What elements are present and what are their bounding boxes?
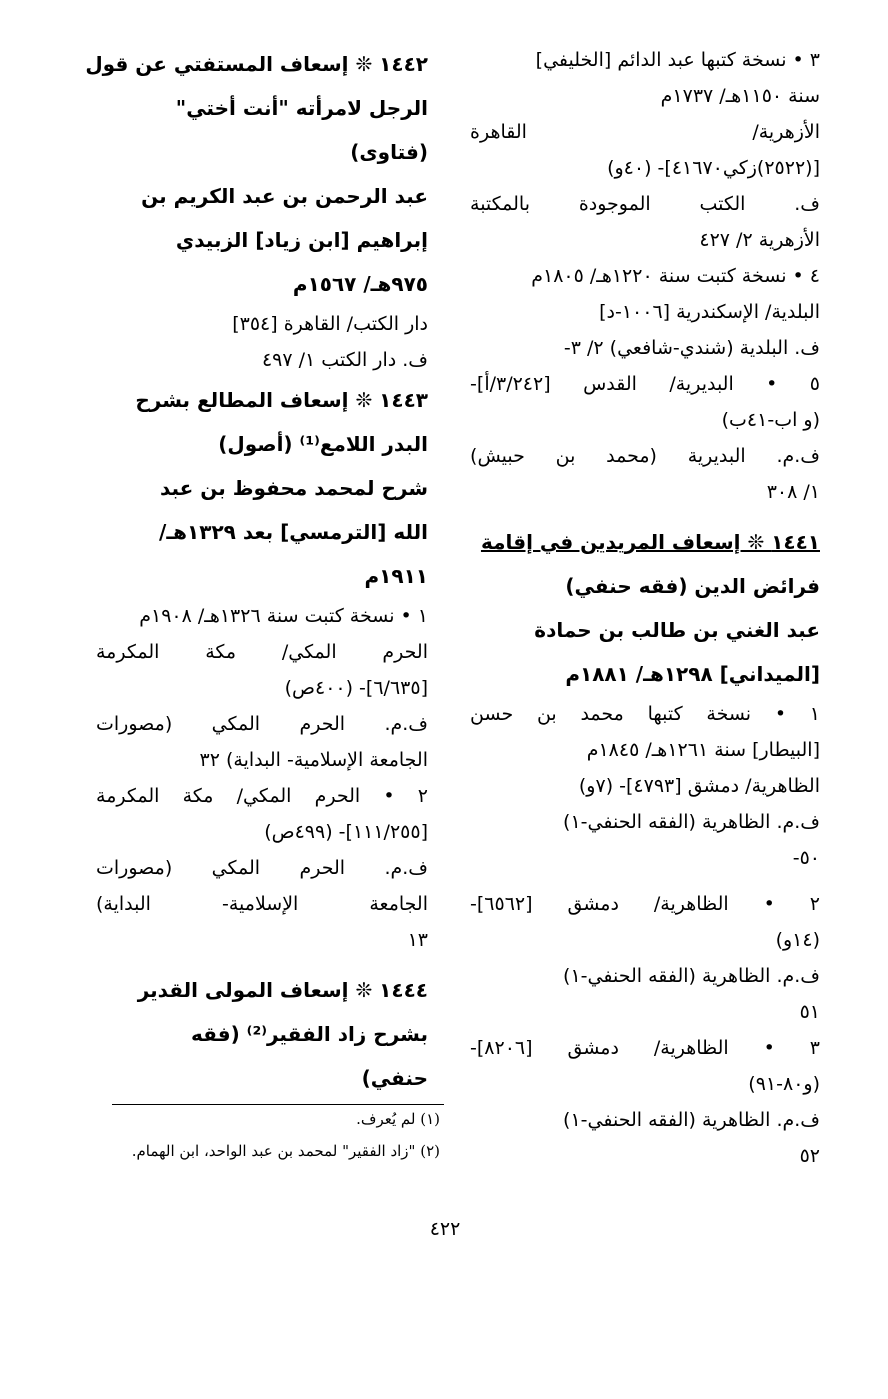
- word: البديرية/: [669, 373, 734, 395]
- word: مكة: [182, 785, 214, 807]
- word: ف.: [794, 193, 820, 215]
- text-line: ١ • نسخة كتبت سنة ١٣٢٦هـ/ ١٩٠٨م: [139, 605, 428, 627]
- word: ف.م.: [384, 713, 428, 735]
- entry-heading-line: عبد الغني بن طالب بن حمادة: [534, 618, 820, 642]
- word: ف.م.: [384, 857, 428, 879]
- spacer: [96, 958, 428, 968]
- word: [٨٢٠٦]-: [470, 1037, 533, 1059]
- text-line: الجامعة الإسلامية- البداية) ٣٢: [199, 749, 428, 771]
- word: الظاهرية/: [653, 893, 729, 915]
- text-line: ف.م. الظاهرية (الفقه الحنفي-١): [563, 1109, 820, 1131]
- text-line: دار الكتب/ القاهرة [٣٥٤]: [232, 313, 428, 335]
- entry-heading-line: الرجل لامرأته "أنت أختي": [175, 96, 428, 120]
- word: المكي: [211, 857, 261, 879]
- word: الأزهرية/: [752, 121, 820, 143]
- word: الإسلامية-: [221, 893, 299, 915]
- text-line: ٥١: [799, 1001, 820, 1023]
- word: (محمد: [606, 445, 657, 467]
- text-line: الظاهرية/ دمشق [٤٧٩٣]- (٧و): [578, 775, 820, 797]
- word: المكي/: [236, 785, 292, 807]
- entry-heading-line: إبراهيم [ابن زياد] الزبيدي: [175, 228, 428, 252]
- word: الجامعة: [369, 893, 428, 915]
- text-line: [96, 634, 428, 670]
- word: الحرم: [314, 785, 361, 807]
- word: •: [383, 785, 395, 807]
- text-line: ٥٢: [799, 1145, 820, 1167]
- text-line: ٥٠-: [792, 847, 820, 869]
- word: ٢: [809, 893, 820, 915]
- word: •: [763, 893, 775, 915]
- text-line: ف. دار الكتب ١/ ٤٩٧: [261, 349, 428, 371]
- text-line: [470, 696, 820, 732]
- word: [٦٥٦٢]-: [470, 893, 533, 915]
- word: الظاهرية/: [653, 1037, 729, 1059]
- text-line: [٦/٦٣٥]- (٤٠٠ص): [284, 677, 428, 699]
- entry-heading-line: شرح لمحمد محفوظ بن عبد: [159, 476, 428, 500]
- entry-heading-line: ٩٧٥هـ/ ١٥٦٧م: [292, 272, 428, 296]
- entry-heading-line: حنفي): [361, 1066, 428, 1090]
- word: الموجودة: [578, 193, 651, 215]
- text-line: ف.م. الظاهرية (الفقه الحنفي-١): [563, 965, 820, 987]
- text-line: [96, 778, 428, 814]
- text-line: ٤ • نسخة كتبت سنة ١٢٢٠هـ/ ١٨٠٥م: [531, 265, 820, 287]
- word: دمشق: [567, 1037, 619, 1059]
- word: (مصورات: [96, 713, 173, 735]
- word: الكتب: [699, 193, 746, 215]
- page-number: ٤٢٢: [429, 1218, 461, 1240]
- text-line: (و٨٠-٩١): [748, 1073, 820, 1095]
- word: دمشق: [567, 893, 619, 915]
- entry-heading-line: بشرح زاد الفقير⁽²⁾ (فقه: [190, 1022, 428, 1046]
- word: ٢: [417, 785, 428, 807]
- text-line: ١/ ٣٠٨: [766, 481, 820, 503]
- word: (مصورات: [96, 857, 173, 879]
- word: المكرمة: [96, 785, 160, 807]
- entry-heading-line: فرائض الدين (فقه حنفي): [565, 574, 820, 598]
- word: القاهرة: [470, 121, 527, 143]
- word: •: [763, 1037, 775, 1059]
- word: المكرمة: [96, 641, 160, 663]
- entry-heading-line: البدر اللامع⁽¹⁾ (أصول): [218, 432, 428, 456]
- word: بن: [536, 703, 557, 725]
- entry-heading-line: ١٩١١م: [364, 564, 428, 588]
- word: [٣/٢٤٢/أ]-: [470, 373, 551, 395]
- entry-heading-line: ١٤٤٣ ❊ إسعاف المطالع بشرح: [135, 388, 428, 412]
- word: القدس: [583, 373, 637, 395]
- word: ٥: [809, 373, 820, 395]
- footnote-separator: [112, 1104, 444, 1105]
- text-line: (١٤و): [775, 929, 820, 951]
- word: الحرم: [382, 641, 428, 663]
- word: ٣: [809, 1037, 820, 1059]
- word: ١: [809, 703, 820, 725]
- word: المكي/: [281, 641, 337, 663]
- text-line: البلدية/ الإسكندرية [١٠٠٦-د]: [599, 301, 820, 323]
- word: المكي: [211, 713, 261, 735]
- entry-heading-line: (فتاوى): [350, 140, 428, 164]
- word: •: [766, 373, 778, 395]
- footnote-1: (١) لم يُعرف.: [356, 1110, 440, 1128]
- text-line: [(٢٥٢٢)زكي٤١٦٧٠]- (٤٠و): [607, 157, 820, 179]
- word: ف.م.: [776, 445, 820, 467]
- text-line: (و اب-٤١ب): [721, 409, 820, 431]
- word: حسن: [470, 703, 514, 725]
- text-line: [96, 850, 428, 886]
- text-line: ف.م. الظاهرية (الفقه الحنفي-١): [563, 811, 820, 833]
- spacer: [470, 876, 820, 886]
- text-line: ٣ • نسخة كتبها عبد الدائم [الخليفي]: [535, 49, 820, 71]
- text-line: [470, 886, 820, 922]
- entry-heading-line: ١٤٤١ ❊ إسعاف المريدين في إقامة: [480, 530, 820, 554]
- footnote-2: (٢) "زاد الفقير" لمحمد بن عبد الواحد، ابن الهمام.: [131, 1142, 440, 1160]
- text-line: [470, 438, 820, 474]
- word: مكة: [205, 641, 237, 663]
- text-line: الأزهرية ٢/ ٤٢٧: [699, 229, 820, 251]
- spacer: [470, 510, 820, 520]
- text-line: ف. البلدية (شندي-شافعي) ٢/ ٣-: [563, 337, 820, 359]
- text-line: سنة ١١٥٠هـ/ ١٧٣٧م: [660, 85, 820, 107]
- word: بن: [555, 445, 576, 467]
- text-line: [470, 114, 820, 150]
- entry-heading-line: ١٤٤٤ ❊ إسعاف المولى القدير: [137, 978, 428, 1002]
- text-line: [96, 886, 428, 922]
- entry-heading-line: الله [الترمسي] بعد ١٣٢٩هـ/: [159, 520, 428, 544]
- word: محمد: [580, 703, 624, 725]
- entry-heading-line: ١٤٤٢ ❊ إسعاف المستفتي عن قول: [85, 52, 428, 76]
- text-line: ١٣: [407, 929, 428, 951]
- word: البداية): [96, 893, 151, 915]
- right-column: [470, 42, 820, 1174]
- word: الحرم: [299, 713, 346, 735]
- entry-heading-line: عبد الرحمن بن عبد الكريم بن: [141, 184, 428, 208]
- word: كتبها: [647, 703, 683, 725]
- word: حبيش): [470, 445, 525, 467]
- text-line: [470, 186, 820, 222]
- text-line: [470, 366, 820, 402]
- text-line: [البيطار] سنة ١٢٦١هـ/ ١٨٤٥م: [586, 739, 820, 761]
- left-column: [85, 42, 428, 1100]
- word: بالمكتبة: [470, 193, 531, 215]
- entry-heading-line: [الميداني] ١٢٩٨هـ/ ١٨٨١م: [565, 662, 820, 686]
- word: الحرم: [299, 857, 346, 879]
- text-line: [١١١/٢٥٥]- (٤٩٩ص): [264, 821, 428, 843]
- text-line: [470, 1030, 820, 1066]
- word: نسخة: [706, 703, 752, 725]
- word: •: [774, 703, 787, 725]
- word: البديرية: [687, 445, 746, 467]
- text-line: [96, 706, 428, 742]
